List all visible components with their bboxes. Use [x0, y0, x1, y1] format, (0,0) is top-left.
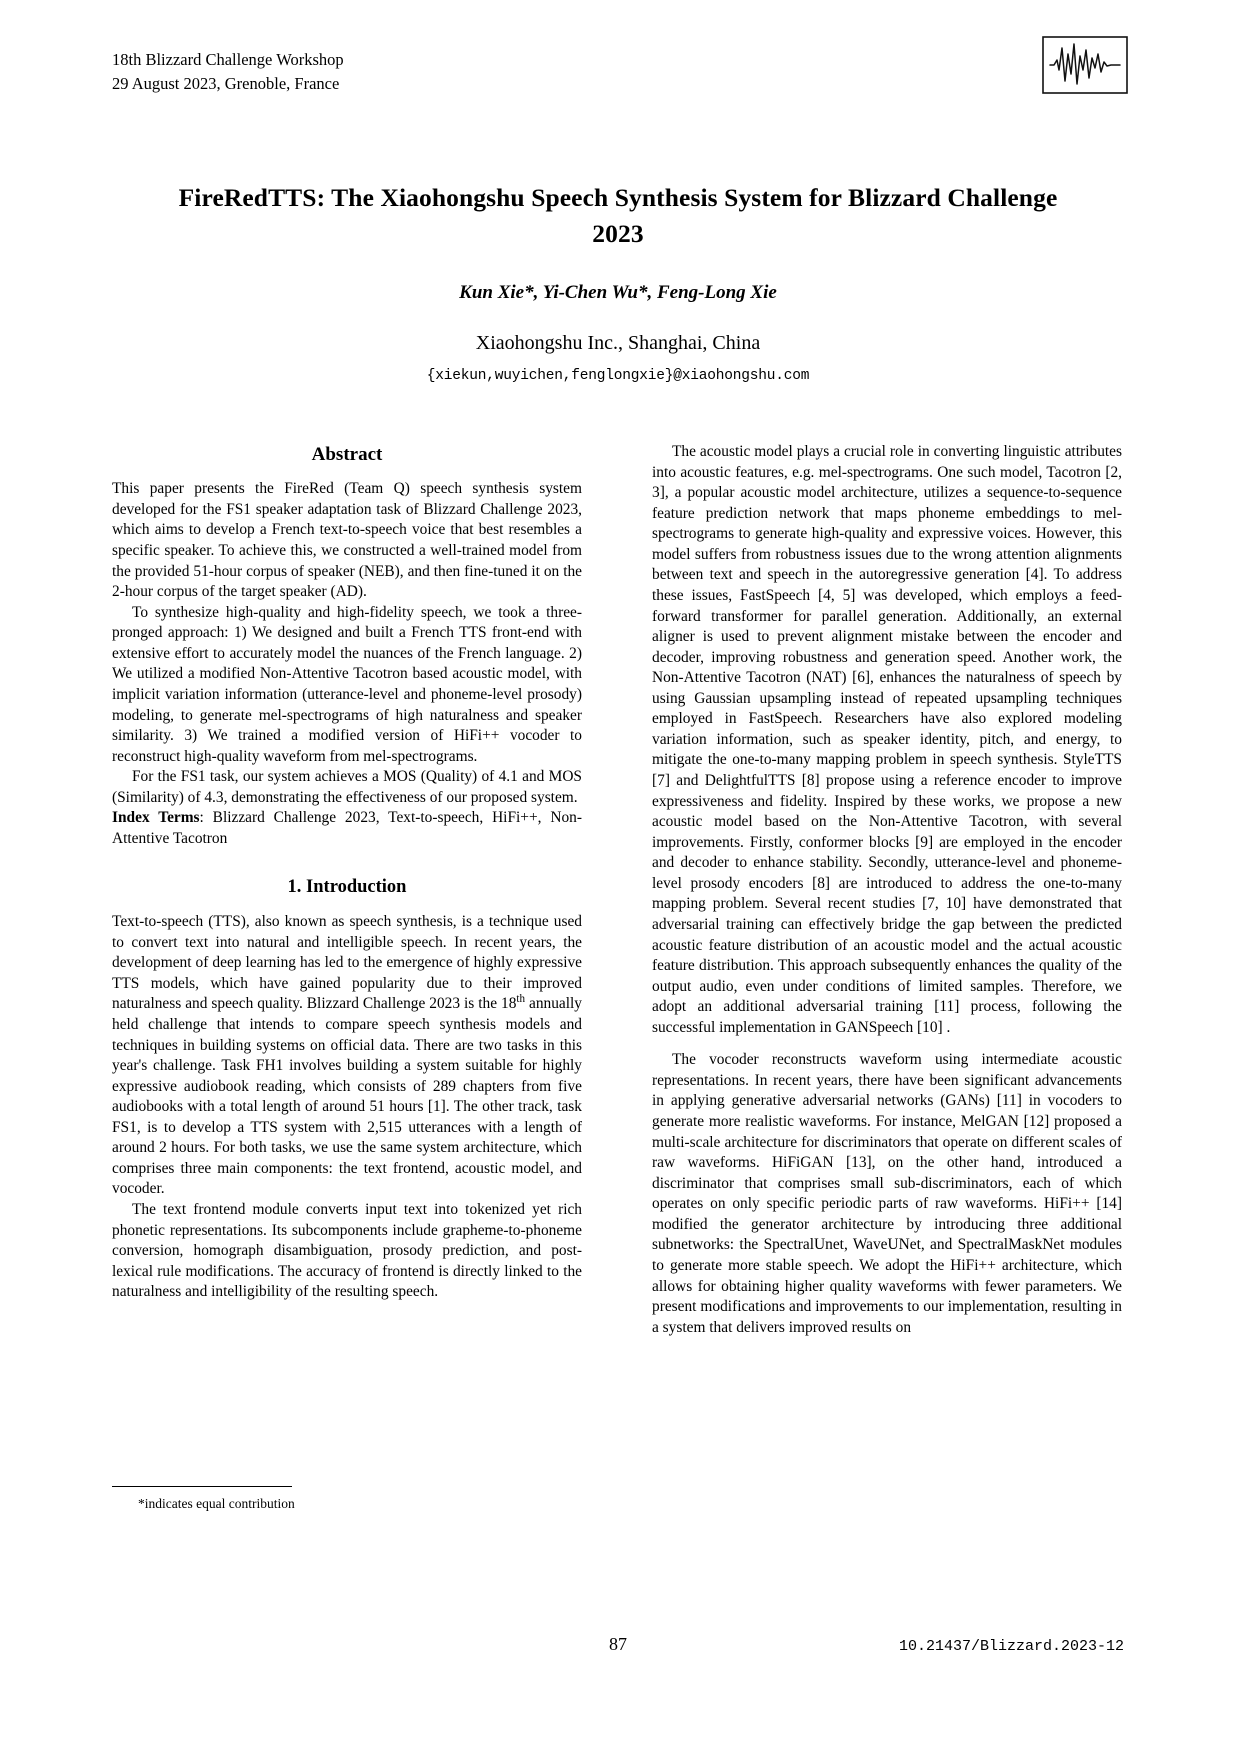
abstract-paragraph-2: To synthesize high-quality and high-fidelity speech, we took a three-pronged approach: 1) We designed and built a French TTS front-end with extensive effort to accurately model the nuances of the French language. 2) We utilized a modified Non-Attentive Tacotron based acoustic model, with implicit variation information (utterance-level and phoneme-level prosody) modeling, to generate mel-spectrograms of high naturalness and speaker similarity. 3) We trained a modified version of HiFi++ vocoder to reconstruct high-quality waveform from mel-spectrograms. — [112, 603, 582, 765]
intro-p1-part-b: annually held challenge that intends to compare speech synthesis models and techniques in building systems on official data. There are two tasks in this year's challenge. Task FH1 involves building a system suitable for highly expressive audiobook reading, which consists of 289 chapters from five audiobooks with a total length of around 51 hours [1]. The other track, task FS1, is to develop a TTS system with 2,515 utterances with a length of around 2 hours. For both tasks, we use the same system architecture, which comprises three main components: the text frontend, acoustic model, and vocoder. — [112, 995, 582, 1198]
index-terms-label: Index Terms — [112, 809, 200, 827]
index-terms — [112, 808, 582, 849]
intro-paragraph-4: The vocoder reconstructs waveform using intermediate acoustic representations. In recent years, there have been significant advancements in applying generative adversarial networks (GANs) [11] in vocoders to generate more realistic waveforms. For instance, MelGAN [12] proposed a multi-scale architecture for discriminators that operate on different scales of raw waveforms. HiFiGAN [13], on the other hand, introduced a discriminator that comprises small sub-discriminators, each of which operates on only specific periodic parts of raw waveforms. HiFi++ [14] modified the generator architecture by introducing three additional subnetworks: the SpectralUnet, WaveUNet, and SpectralMaskNet modules to generate more stable speech. We adopt the HiFi++ architecture, which allows for obtaining higher quality waveforms with fewer parameters. We present modifications and improvements to our implementation, resulting in a system that delivers improved results on — [652, 1051, 1122, 1336]
author-list: Kun Xie*, Yi-Chen Wu*, Feng-Long Xie — [459, 282, 777, 303]
intro-p1-part-a: Text-to-speech (TTS), also known as speech synthesis, is a technique used to convert text into natural and intelligible speech. In recent years, the development of deep learning has led to the emergence of highly expressive TTS models, which have gained popularity due to their improved naturalness and speech quality. Blizzard Challenge 2023 is the 18 — [112, 913, 582, 1013]
column-right — [652, 442, 1122, 1338]
page-title: FireRedTTS: The Xiaohongshu Speech Synthesis System for Blizzard Challenge 2023 — [178, 183, 1058, 249]
workshop-name: 18th Blizzard Challenge Workshop — [112, 50, 344, 69]
doi-identifier: 10.21437/Blizzard.2023-12 — [898, 1638, 1124, 1655]
index-terms-value: : Blizzard Challenge 2023, Text-to-speech, HiFi++, Non-Attentive Tacotron — [112, 809, 582, 847]
intro-paragraph-2: The text frontend module converts input text into tokenized yet rich phonetic representations. Its subcomponents include grapheme-to-phoneme conversion, homograph disambiguation, prosody prediction, and post-lexical rule modifications. The accuracy of frontend is directly linked to the naturalness and intelligibility of the resulting speech. — [112, 1201, 582, 1301]
footnote-divider — [112, 1486, 292, 1487]
intro-ordinal-suffix: th — [516, 993, 526, 1006]
footnote-text: *indicates equal contribution — [138, 1496, 295, 1511]
column-left — [112, 442, 582, 1303]
workshop-date-location: 29 August 2023, Grenoble, France — [112, 73, 340, 93]
abstract-heading: Abstract — [311, 444, 383, 465]
intro-paragraph-1 — [112, 912, 582, 1200]
workshop-header — [112, 48, 344, 96]
introduction-heading: 1. Introduction — [287, 877, 407, 898]
intro-paragraph-3: The acoustic model plays a crucial role in converting linguistic attributes into acoustic features, e.g. mel-spectrograms. One such model, Tacotron [2, 3], a popular acoustic model architecture, utilizes a sequence-to-sequence feature prediction network that maps phoneme embeddings to mel-spectrograms to generate high-quality and expressive voices. However, this model suffers from robustness issues due to the wrong attention alignments between text and speech in the autoregressive generation [4]. To address these issues, FastSpeech [4, 5] was developed, which employs a feed-forward transformer for parallel generation. Additionally, an external aligner is used to prevent alignment mistake between the encoder and decoder, improving robustness and generation speed. Another work, the Non-Attentive Tacotron (NAT) [6], enhances the naturalness of speech by using Gaussian upsampling instead of repeated upsampling techniques employed in FastSpeech. Researchers have also explored modeling variation information, such as speaker identity, pitch, and energy, to mitigate the one-to-many mapping problem in speech synthesis. StyleTTS [7] and DelightfulTTS [8] propose using a reference encoder to improve expressiveness and fidelity. Inspired by these works, we propose a new acoustic model based on the Non-Attentive Tacotron, with several improvements. Firstly, conformer blocks [9] are employed in the encoder and decoder to enhance stability. Secondly, utterance-level and phoneme-level prosody encoders [8] are introduced to address the one-to-many mapping problem. Several recent studies [7, 10] have demonstrated that adversarial training can effectively bridge the gap between the predicted acoustic feature distribution of an acoustic model and the actual acoustic feature distribution. This approach subsequently enhances the quality of the output audio, even under conditions of limited samples. Therefore, we adopt an additional adversarial training [11] process, following the successful implementation in GANSpeech [10] . — [652, 443, 1122, 1036]
contact-email: {xiekun,wuyichen,fenglongxie}@xiaohongshu.com — [426, 368, 810, 384]
abstract-paragraph-3: For the FS1 task, our system achieves a MOS (Quality) of 4.1 and MOS (Similarity) of 4.3, demonstrating the effectiveness of our proposed system. — [112, 768, 582, 806]
abstract-paragraph-1: This paper presents the FireRed (Team Q) speech synthesis system developed for the FS1 speaker adaptation task of Blizzard Challenge 2023, which aims to develop a French text-to-speech voice that best resembles a specific speaker. To achieve this, we constructed a well-trained model from the provided 51-hour corpus of speaker (NEB), and then fine-tuned it on the 2-hour corpus of the target speaker (AD). — [112, 480, 582, 601]
page-number: 87 — [609, 1634, 627, 1654]
waveform-logo — [1042, 36, 1128, 94]
affiliation: Xiaohongshu Inc., Shanghai, China — [475, 332, 761, 354]
